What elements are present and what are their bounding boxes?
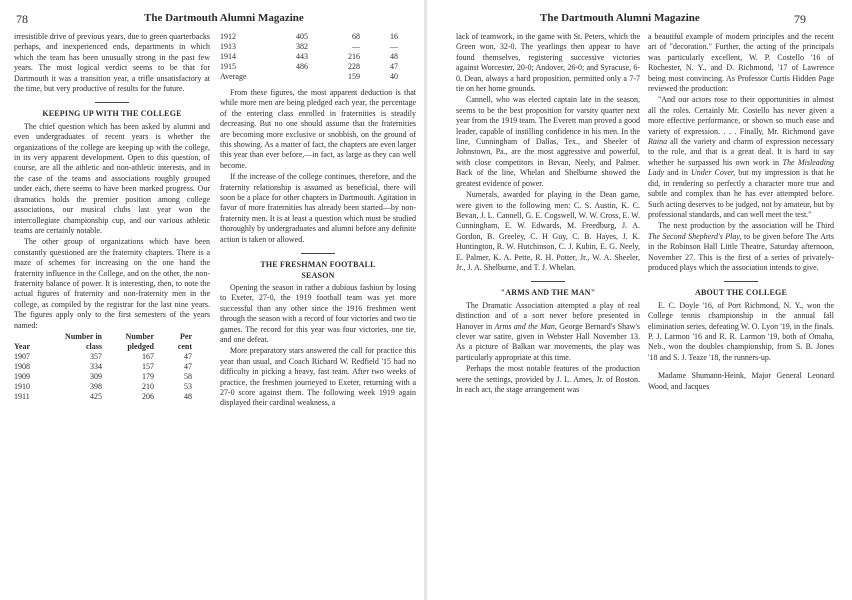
table-row xyxy=(220,32,408,42)
quotation xyxy=(648,95,834,220)
paragraph: More preparatory stars answered the call for practice this year than usual, and Coach Richard W. Redfield '15 had no difficulty in picking a heavy, fast team. After two weeks of practice, the freshmen journeyed to Exeter, returning with a 27-0 score against them. The following week 1919 again displayed their cardinal weakness, a xyxy=(220,346,416,408)
table-cell: 405 xyxy=(296,32,308,41)
right-page xyxy=(426,0,852,600)
table-row xyxy=(14,392,202,402)
table-cell: 425 xyxy=(90,391,102,401)
table-cell: 486 xyxy=(296,62,308,71)
paragraph: a beautiful example of modern principles and the recent art of "decoration." Further, the acting of the principals was particularly excellent, W. P. Costello '16 of Rochester, N. Y., and D. Richmond, '17 of Lawrence being most convincing. As Professor Curtis Hidden Page reviewed the production: xyxy=(648,32,834,94)
section-heading: "ARMS AND THE MAN" xyxy=(500,288,596,298)
table-cell: 210 xyxy=(142,381,154,391)
table-row xyxy=(220,62,408,72)
paragraph: Cannell, who was elected captain late in the season, seems to be the best proposition for varsity quarter next year from the 1919 team. The Everett man proved a good leader, capable of instilling confidence in his men. In the line, Cunningham of Dallas, Tex., and Sheeler of Johnstown, Pa., are the most aggressive and powerful, with close competitors in Bevan, Neely, and Palmer. Back of the line, Whelan and Shelburne showed the greatest evidence of power. xyxy=(456,95,640,188)
table-header: Per cent xyxy=(177,331,192,351)
table-row xyxy=(220,42,408,52)
table-cell: 47 xyxy=(184,361,192,371)
table-cell: 53 xyxy=(184,381,192,391)
paragraph: The chief question which has been asked by alumni and even undergraduates of recent years is whether the organizations of the college are keeping up with the college, in its very apparent development. Open to this question, of course, are all the athletic and non-athletic interests, and in the case of the teams and associations roughly grouped under each, there seems to have been marked progress. Our dramatics holds the premier position among college associations, our musical clubs last year won the intercollegiate championship cup, and our various athletic teams are certainly notable. xyxy=(14,121,210,235)
play-title: The Misleading Lady xyxy=(648,157,835,178)
table-row xyxy=(14,362,202,372)
table-cell: 228 xyxy=(348,62,360,71)
table-cell: 1909 xyxy=(14,371,30,381)
table-cell: 1908 xyxy=(14,361,30,371)
text-run: The next production by the association will be Third xyxy=(658,221,834,231)
section-heading: ABOUT THE COLLEGE xyxy=(694,288,788,298)
table-cell: 47 xyxy=(390,62,398,71)
table-cell: 1912 xyxy=(220,32,236,41)
paragraph: From these figures, the most apparent deduction is that while more men are being pledged each year, the percentage of the entering class enrolled in fraternities is steadily decreasing. But no one should assume that the fraternities are becoming more exclusive or snobbish, on the ground of this showing. As a matter of fact, the chapters are even larger this year than ever before,—in fact, as large as they can well become. xyxy=(220,88,416,170)
table-row xyxy=(220,52,408,62)
divider xyxy=(95,102,129,103)
text-run: "And our actors rose to their opportunities in almost all the roles. Certainly Mr. Costello has never given a more effective performance, or shown so much ease and variety of expression. . . . Finally, Mr. Richmond gave xyxy=(648,95,834,136)
table-row xyxy=(14,352,202,362)
paragraph: lack of teamwork, in the game with St. Peters, which the Green won, 32-0. The yearlings then appear to have found themselves, registering successive victories against Worcester, 20-0; Andover, 26-0; and Syracuse, 6-0. Dean, always a hard proposition, permitted only a 7-7 tie on her home grounds. xyxy=(456,32,640,94)
table-cell: 1914 xyxy=(220,52,236,61)
table-cell: 1910 xyxy=(14,381,30,391)
table-cell: 1907 xyxy=(14,351,30,361)
text-run: but my impression is that he did, in rendering so perfectly a character more true and subtle and complex than he has ever attempted before. Such acting deserves to be judged, not by amateur, but by professional standards, and can well meet the test." xyxy=(648,168,835,219)
play-title: The Second Shepherd's Play, xyxy=(648,231,742,241)
table-cell: 216 xyxy=(348,52,360,61)
right-column-2 xyxy=(648,32,834,393)
left-column-1 xyxy=(14,32,210,402)
table-row xyxy=(220,72,408,82)
divider xyxy=(531,281,565,282)
section-heading: KEEPING UP WITH THE COLLEGE xyxy=(42,109,182,119)
text-run: and in xyxy=(664,168,691,178)
table-cell: 179 xyxy=(142,371,154,381)
paragraph: The other group of organizations which have been constantly questioned are the fraternity chapters. There is a maze of schemes for increasing on the one hand the fraternity influence in the College, and on the other, the non-fraternity balance of power. It is interesting, then, to note the actual figures of fraternity and non-fraternity men in the college, as compiled by the registrar for the last nine years. The figures apply only to the first semesters of the years named: xyxy=(14,237,210,330)
role-name: Raina xyxy=(648,137,668,147)
text-run: The Dramatic Association attempted a play of real distinction and of a sort never before presented in Hanover in xyxy=(456,300,640,331)
table-cell: 443 xyxy=(296,52,308,61)
paragraph: E. C. Doyle '16, of Port Richmond, N. Y., won the College tennis championship in the annual fall elimination series, defeating W. O. Lyon '19, in the finals. P. J. Larmon '16 and R. R. Larmon '19, both of Omaha, Neb., won the doubles championship, from S. B. Jones '18 and S. J. Teaze '18, the runners-up. xyxy=(648,300,834,362)
paragraph: Numerals, awarded for playing in the Dean game, were given to the following men: C. S. Austin, K. C. Bevan, J. L. Cannell, G. E. Cogswell, W. W. Cross, E. W. Cunningham, E. W. Edwards, M. Freedburg, J. A. Gordon, B. Greeley, C. H Guy, C. B. Hayes, J. K. Huntington, R. W. Hutchinson, C. J. Kubin, E. G. Neely, E. Palmer, K. A. Pette, R. H. Potter, Jr., W. A. Sheeler, Jr., J. A. Shelburne, and T. J. Whelan. xyxy=(456,190,640,272)
table-cell: 206 xyxy=(142,391,154,401)
table-cell: 159 xyxy=(348,72,360,81)
table-cell: — xyxy=(390,42,398,51)
table-row xyxy=(14,372,202,382)
table-cell: 1913 xyxy=(220,42,236,51)
table-cell: 309 xyxy=(90,371,102,381)
table-cell xyxy=(266,72,318,82)
paragraph: Opening the season in rather a dubious fashion by losing to Exeter, 27-0, the 1919 football team was yet more successful than any other since the 1916 freshmen went through the season with a record of four victories and two tie games. The record for this year was four victories, one tie, and one defeat. xyxy=(220,282,416,344)
left-column-2 xyxy=(220,32,416,410)
paragraph xyxy=(648,221,834,273)
table-row xyxy=(14,382,202,392)
page-number-right: 79 xyxy=(794,12,806,26)
running-header-right: The Dartmouth Alumni Magazine xyxy=(540,12,700,24)
fraternity-table-continued xyxy=(220,32,408,82)
table-cell: 357 xyxy=(90,351,102,361)
text-run: to be given before The Arts in the Robinson Hall Little Theatre, Saturday afternoon, November 27. This is the first of a series of privately-produced plays which the association intends to give. xyxy=(648,231,835,272)
table-cell: 48 xyxy=(390,52,398,61)
paragraph: If the increase of the college continues, therefore, and the fraternity relationship is assumed as beneficial, there will soon be a place for other chapters in Dartmouth. Agitation in favor of more fraternities has already been started—by non-fraternity men. It is at least a question which must be studied thoroughly by undergraduates and alumni before any definite action is taken or allowed. xyxy=(220,172,417,244)
text-run: all the variety and charm of expression necessary to the role, and that is a great deal. It is hard to say whether he surpassed his own work in xyxy=(648,137,834,167)
paragraph: Perhaps the most notable features of the production were the settings, provided by J. L. Ames, Jr. of Boston. In each act, the stage arrangement was xyxy=(456,364,640,394)
table-cell: 167 xyxy=(142,351,154,361)
running-header-left: The Dartmouth Alumni Magazine xyxy=(144,12,304,24)
play-title: Under Cover, xyxy=(690,168,736,178)
paragraph: Madame Shumann-Heink, Major General Leonard Wood, and Jacques xyxy=(648,371,834,391)
table-cell: 58 xyxy=(184,371,192,381)
table-cell: 68 xyxy=(352,32,360,41)
paragraph xyxy=(456,301,640,363)
table-cell: 1911 xyxy=(14,391,30,401)
divider xyxy=(301,253,335,254)
table-cell: 16 xyxy=(390,32,398,41)
paragraph: irresistible drive of previous years, due to green quarterbacks perhaps, and inexperienced ends, departments in which which the team has been unusually strong in the past few years. The most logical verdict seems to be that for Dartmouth it was a transition year, a trifle unsatisfactory at the time, but very productive of results for the future. xyxy=(14,32,210,94)
page-number-left: 78 xyxy=(16,12,28,26)
table-header: Year xyxy=(14,341,30,351)
table-cell: Average xyxy=(220,72,247,81)
fraternity-table xyxy=(14,332,202,402)
section-heading: THE FRESHMAN FOOTBALL xyxy=(260,260,376,270)
table-cell: 157 xyxy=(142,361,154,371)
table-cell: 334 xyxy=(90,361,102,371)
table-cell: 48 xyxy=(184,391,192,401)
table-header: Number pledged xyxy=(125,331,154,351)
table-cell: 382 xyxy=(296,42,308,51)
table-cell: 398 xyxy=(90,381,102,391)
table-header: Number in class xyxy=(65,331,102,351)
play-title: Arms and the Man, xyxy=(494,321,557,331)
text-run: George Bernard's Shaw's clever war satire, given in Webster Hall November 13. As a picture of Balkan war movements, the play was particularly appropriate at this time. xyxy=(456,321,641,362)
section-heading: SEASON xyxy=(301,270,335,280)
table-cell: 40 xyxy=(390,72,398,81)
table-cell: 47 xyxy=(184,351,192,361)
right-column-1 xyxy=(456,32,640,396)
table-cell: — xyxy=(352,42,360,51)
divider xyxy=(724,281,758,282)
table-cell: 1915 xyxy=(220,62,236,71)
